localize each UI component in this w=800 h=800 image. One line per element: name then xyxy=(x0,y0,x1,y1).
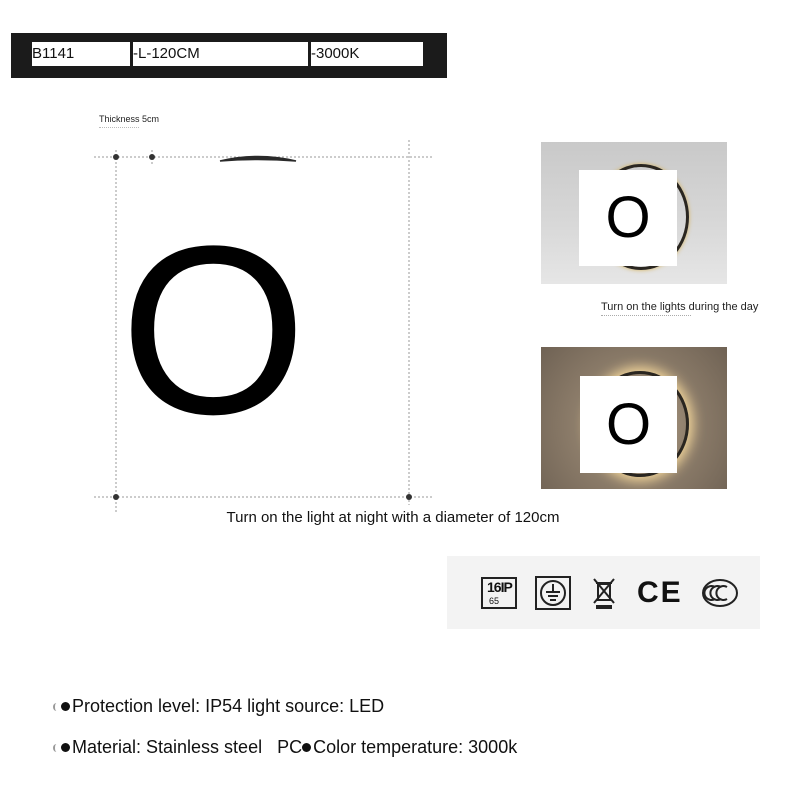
ground-symbol-svg xyxy=(539,579,567,607)
weee-svg xyxy=(589,576,619,610)
day-photo-glyph: O xyxy=(579,170,677,266)
model-cell: B1141 xyxy=(32,42,130,66)
dimension-dot xyxy=(406,494,412,500)
night-photo xyxy=(541,347,727,489)
bullet-ghost xyxy=(53,703,60,711)
ccc-mark-icon xyxy=(701,578,739,608)
spec-material-line xyxy=(53,737,517,758)
day-photo xyxy=(541,142,727,284)
night-caption: Turn on the light at night with a diameter of 120cm xyxy=(226,509,560,526)
ip-rating-number: 65 xyxy=(489,595,500,606)
dimension-dot xyxy=(113,154,119,160)
lamp-front-glyph: O xyxy=(120,196,307,464)
spec-material-text: Material: Stainless steel PC xyxy=(72,737,303,757)
dimension-dot xyxy=(149,154,155,160)
spec-color-temp-text: Color temperature: 3000k xyxy=(313,737,518,757)
night-photo-glyph: O xyxy=(580,376,677,473)
spec-bar xyxy=(11,33,447,78)
ip-rating-text: 16IP xyxy=(487,578,512,595)
ccc-svg xyxy=(701,578,739,608)
ip-rating-icon xyxy=(481,577,517,609)
lamp-edge-profile xyxy=(220,157,296,162)
size-cell: -L-120CM xyxy=(133,42,308,66)
bullet-ghost xyxy=(53,744,60,752)
spec-protection-text: Protection level: IP54 light source: LED xyxy=(72,696,385,716)
color-temp-cell: -3000K xyxy=(311,42,423,66)
day-caption-underline xyxy=(601,315,691,316)
bullet xyxy=(61,702,70,711)
spec-protection-line xyxy=(53,696,384,717)
dimension-dot xyxy=(113,494,119,500)
bullet xyxy=(302,743,311,752)
thickness-label: Thickness 5cm xyxy=(99,114,160,124)
ce-mark-icon: CE xyxy=(637,575,683,609)
thickness-underline xyxy=(99,127,139,128)
certification-strip xyxy=(447,556,760,629)
bullet xyxy=(61,743,70,752)
ground-symbol-icon xyxy=(535,576,571,610)
day-caption: Turn on the lights during the day xyxy=(601,301,759,313)
weee-crossed-bin-icon xyxy=(589,576,619,610)
